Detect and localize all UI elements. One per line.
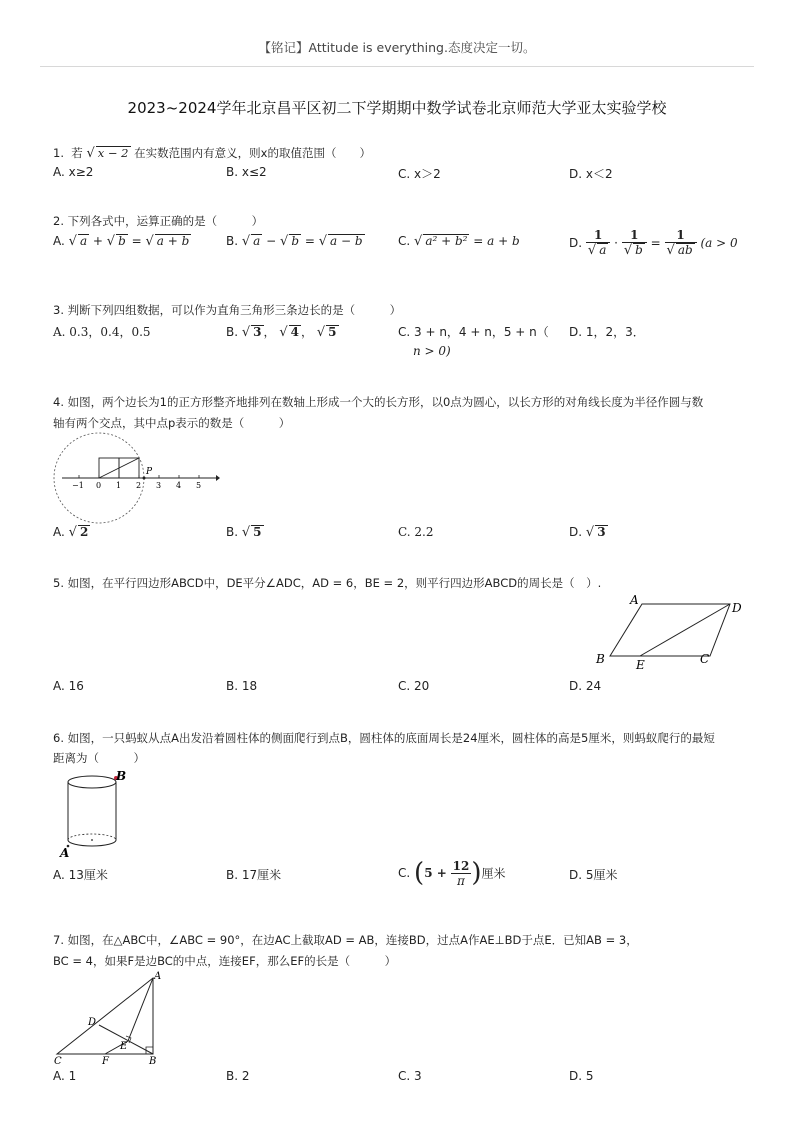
q4-option-a[interactable]: A. √ 2 xyxy=(53,525,89,540)
page-title: 2023~2024学年北京昌平区初二下学期期中数学试卷北京师范大学亚太实验学校 xyxy=(127,99,667,117)
q5-option-b[interactable]: B. 18 xyxy=(226,679,258,693)
q2-option-a[interactable]: A. √ a + √ b = √ a + b xyxy=(53,234,190,249)
q4-label-p: P xyxy=(146,467,153,477)
q3-option-a[interactable]: A. 0.3，0.4，0.5 xyxy=(53,325,151,339)
q1-option-a[interactable]: A. x≥2 xyxy=(53,165,94,179)
q6-option-d[interactable]: D. 5厘米 xyxy=(569,868,618,882)
q4-axis-arrow xyxy=(216,475,220,481)
q5-segment-de xyxy=(640,604,730,656)
q6-cylinder-bottom-front xyxy=(68,840,116,846)
q7-label-f: F xyxy=(102,1056,109,1066)
q6-option-c[interactable]: C. (5 + $\frac{12}{\pi}$ )厘米 xyxy=(398,858,506,888)
q5-label-c: C xyxy=(700,652,710,666)
q1-option-b[interactable]: B. x≤2 xyxy=(226,165,267,179)
q6-stem-line2: 距离为（ ） xyxy=(53,751,145,765)
q6-option-a[interactable]: A. 13厘米 xyxy=(53,868,108,882)
q2-option-b[interactable]: B. √ a − √ b = √ a − b xyxy=(226,234,363,249)
q1-option-d[interactable]: D. x＜2 xyxy=(569,167,613,181)
q3-stem: 3. 判断下列四组数据，可以作为直角三角形三条边长的是（ ） xyxy=(53,303,402,317)
q7-option-a[interactable]: A. 1 xyxy=(53,1069,77,1083)
q6-option-b[interactable]: B. 17厘米 xyxy=(226,868,282,882)
q4-tick-label: 4 xyxy=(176,481,182,490)
q7-label-b: B xyxy=(149,1056,157,1066)
q4-option-c[interactable]: C. 2.2 xyxy=(398,525,434,539)
q4-figure-number-line xyxy=(50,432,220,524)
q7-stem-line2: BC = 4，如果F是边BC的中点，连接EF，那么EF的长是（ ） xyxy=(53,954,397,968)
q4-tick-label: 0 xyxy=(96,481,102,490)
q6-label-a: A xyxy=(60,846,70,860)
q4-tick-marks xyxy=(79,475,199,478)
q3-option-d[interactable]: D. 1，2，3． xyxy=(569,325,645,339)
q2-option-d[interactable]: D. $\frac{1}{√ a}$ · $\frac{1}{√ b}$ = $\frac{1}{√ ab}$ (a > 0 xyxy=(569,228,738,258)
header-divider xyxy=(40,66,754,67)
q6-cylinder-bottom-back xyxy=(68,834,116,840)
q3-option-c[interactable]: C. 3 + n，4 + n，5 + n（ xyxy=(398,325,549,339)
q5-option-a[interactable]: A. 16 xyxy=(53,679,84,693)
q7-triangle-abc xyxy=(57,978,153,1054)
q7-figure-triangle xyxy=(50,970,165,1066)
q7-option-b[interactable]: B. 2 xyxy=(226,1069,250,1083)
q4-square-1 xyxy=(99,458,119,478)
q4-option-b[interactable]: B. √ 5 xyxy=(226,525,262,540)
q4-tick-label: 3 xyxy=(156,481,162,490)
q7-label-e: E xyxy=(120,1041,128,1052)
q5-label-d: D xyxy=(732,601,742,615)
q1-radicand: x − 2 xyxy=(97,146,129,160)
q7-option-d[interactable]: D. 5 xyxy=(569,1069,594,1083)
q7-label-a: A xyxy=(154,971,162,982)
q7-label-d: D xyxy=(88,1017,97,1028)
q4-option-d[interactable]: D. √ 3 xyxy=(569,525,606,540)
q4-tick-label: 5 xyxy=(196,481,202,490)
q6-cylinder-top xyxy=(68,776,116,788)
q4-stem-line2: 轴有两个交点，其中点p表示的数是（ ） xyxy=(53,416,291,430)
q5-figure-parallelogram xyxy=(592,592,752,672)
q6-stem-line1: 6. 如图，一只蚂蚁从点A出发沿着圆柱体的侧面爬行到点B，圆柱体的底面周长是24厘米，圆柱体的高是5厘米，则蚂蚁爬行的最短 xyxy=(53,731,715,745)
q7-stem-line1: 7. 如图，在△ABC中，∠ABC = 90°，在边AC上截取AD = AB，连接BD，过点A作AE⊥BD于点E．已知AB = 3， xyxy=(53,933,638,947)
q4-tick-label: −1 xyxy=(72,481,84,490)
q5-stem: 5. 如图，在平行四边形ABCD中，DE平分∠ADC，AD = 6，BE = 2，则平行四边形ABCD的周长是（ ）. xyxy=(53,576,602,590)
q4-stem-line1: 4. 如图，两个边长为1的正方形整齐地排列在数轴上形成一个大的长方形，以0点为圆心，以长方形的对角线长度为半径作圆与数 xyxy=(53,395,704,409)
q6-figure-cylinder xyxy=(55,768,135,860)
q4-tick-label: 2 xyxy=(136,481,142,490)
q3-option-c-condition: n > 0) xyxy=(413,344,451,358)
q5-option-c[interactable]: C. 20 xyxy=(398,679,430,693)
q1-stem: 1. 若 √ x − 2 在实数范围内有意义，则x的取值范围（ ） xyxy=(53,146,371,161)
q6-label-b: B xyxy=(116,769,127,783)
q1-option-c[interactable]: C. x＞2 xyxy=(398,167,441,181)
q5-label-e: E xyxy=(636,658,645,672)
q7-option-c[interactable]: C. 3 xyxy=(398,1069,422,1083)
q7-label-c: C xyxy=(54,1056,62,1066)
q5-option-d[interactable]: D. 24 xyxy=(569,679,602,693)
q4-tick-label: 1 xyxy=(116,481,122,490)
q1-number: 1. xyxy=(53,146,64,160)
q5-label-a: A xyxy=(630,593,639,607)
header-motto: 【铭记】Attitude is everything.态度决定一切。 xyxy=(258,40,536,55)
q1-pre: 若 xyxy=(71,146,83,160)
q5-parallelogram xyxy=(610,604,730,656)
q4-square-2 xyxy=(119,458,139,478)
q1-post: 在实数范围内有意义，则x的取值范围（ ） xyxy=(134,146,371,160)
q2-option-c[interactable]: C. √ a² + b² = a + b xyxy=(398,234,520,249)
q5-label-b: B xyxy=(596,652,605,666)
q2-stem: 2. 下列各式中，运算正确的是（ ） xyxy=(53,214,264,228)
q3-option-b[interactable]: B. √ 3 ， √ 4 ， √ 5 xyxy=(226,325,337,340)
